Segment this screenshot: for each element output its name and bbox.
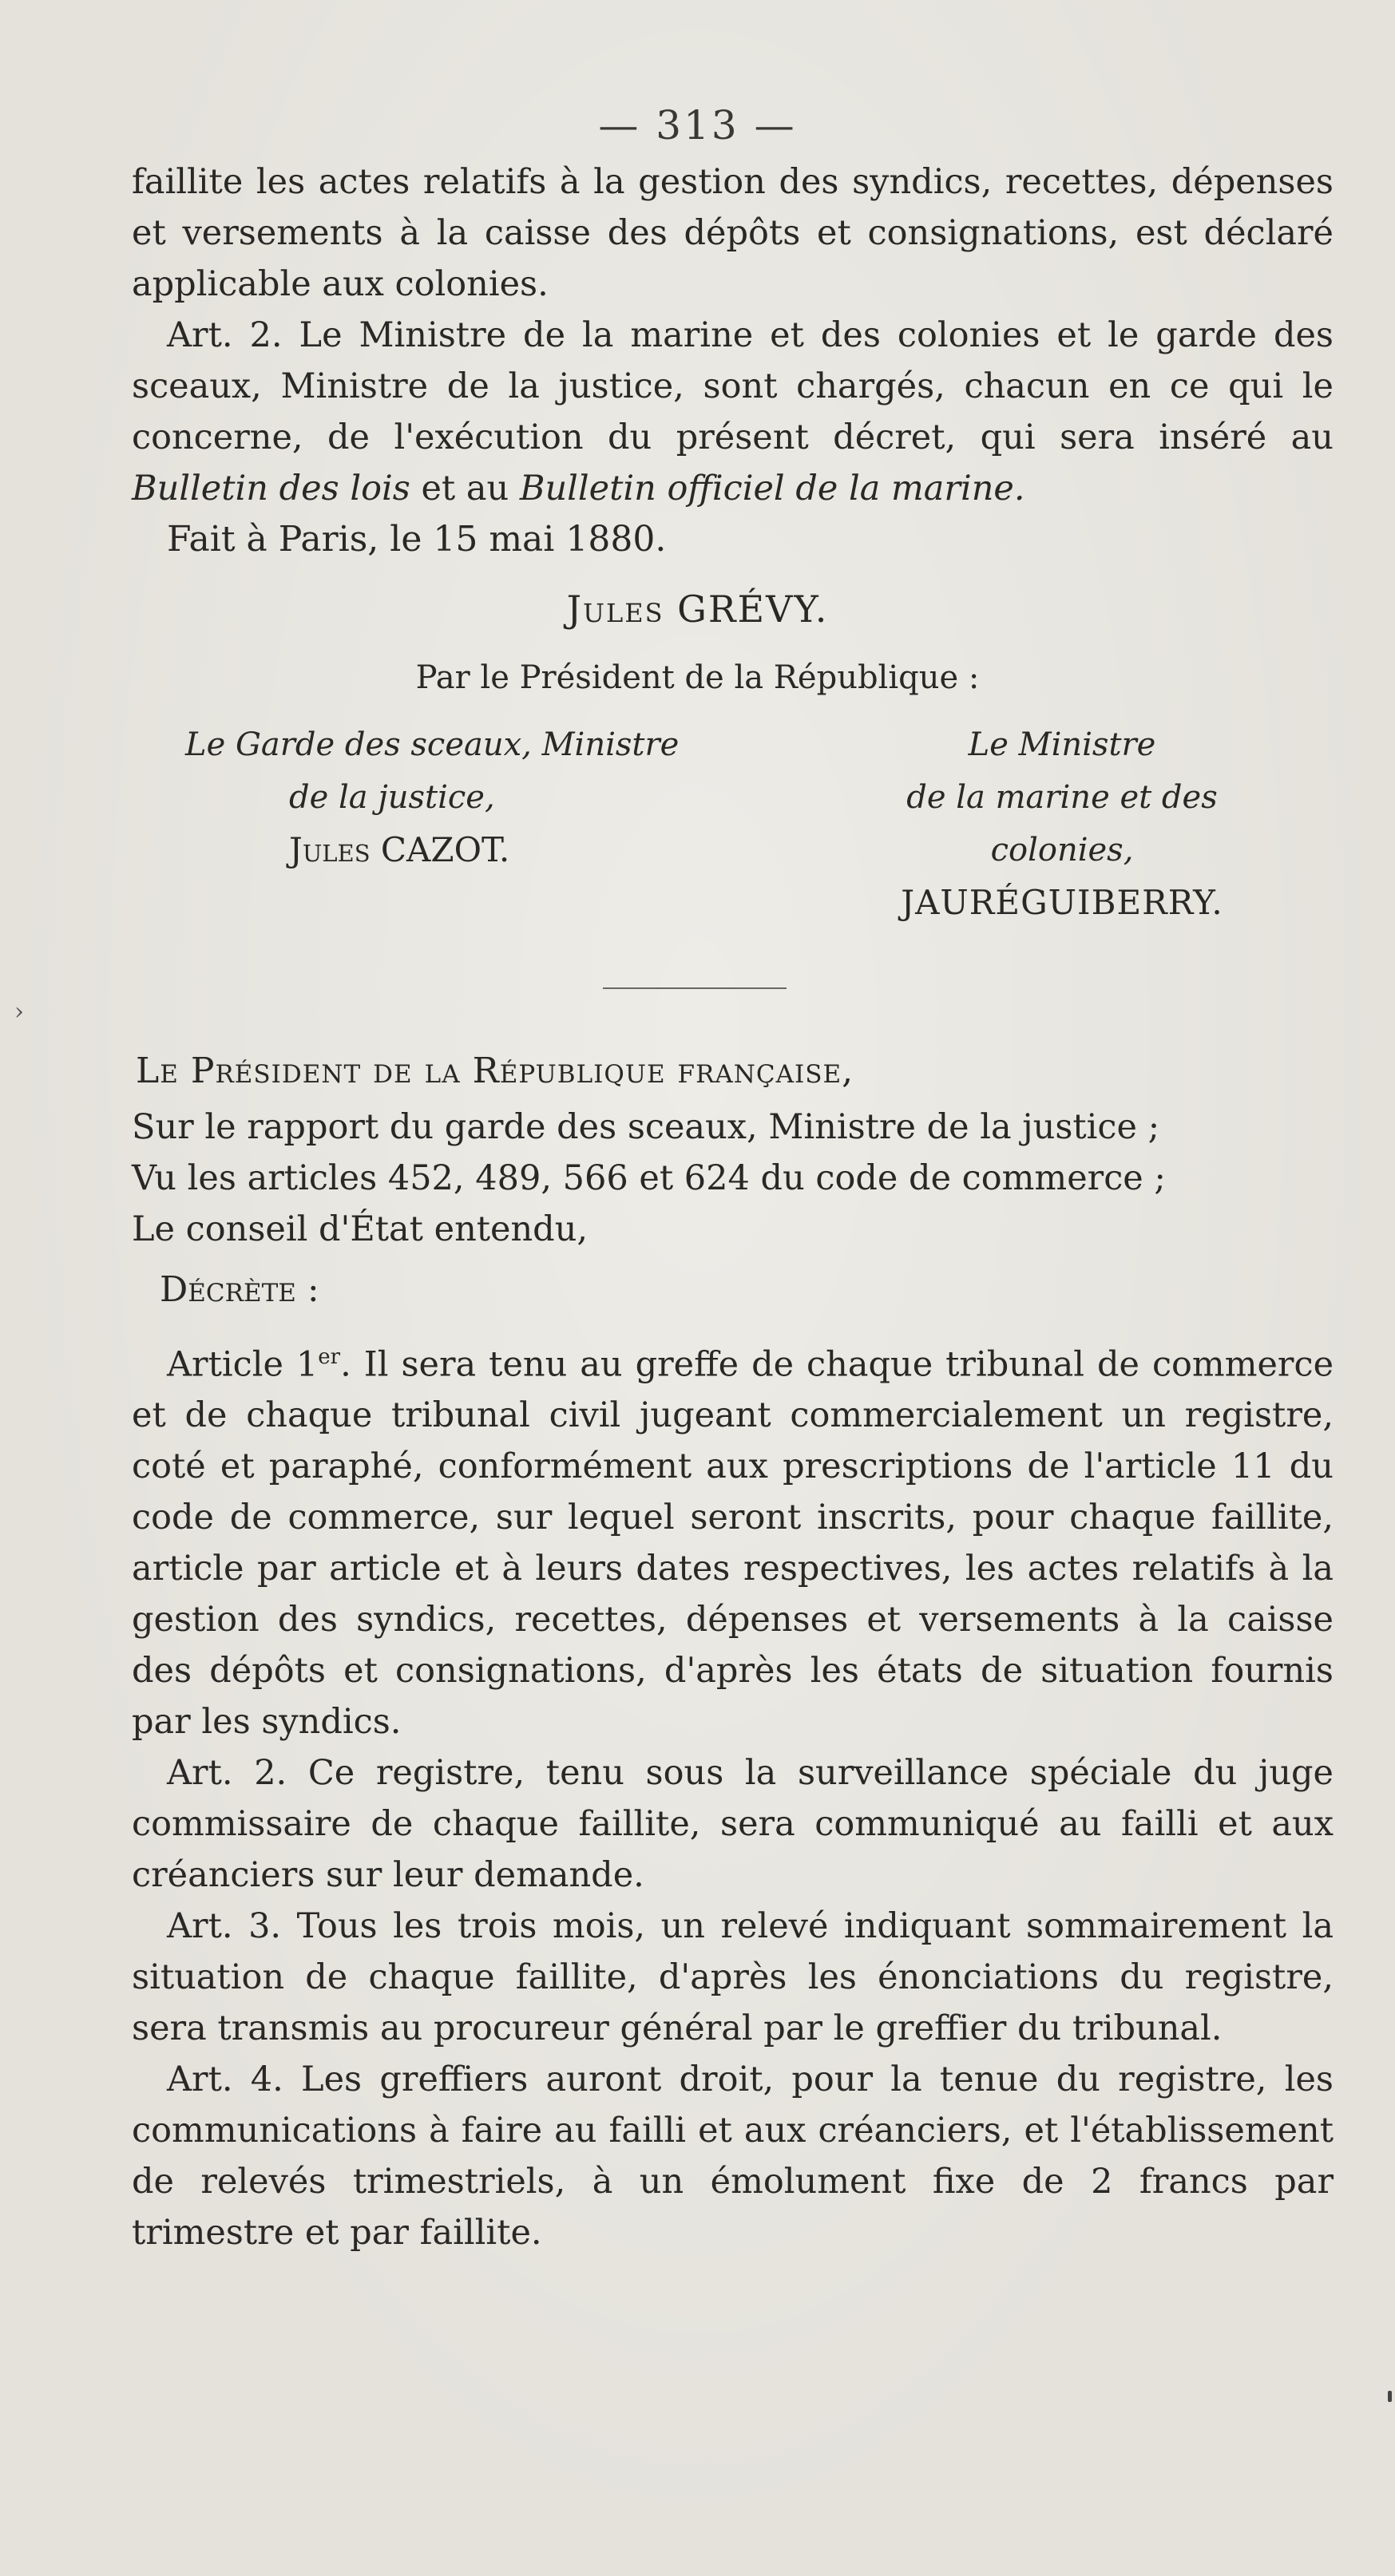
left-name: Jules CAZOT.: [289, 830, 510, 869]
president-signature: [0, 588, 1395, 631]
date-line: Fait à Paris, le 15 mai 1880.: [167, 519, 667, 560]
article-3: Art. 3. Tous les trois mois, un relevé indiquant sommairement la situation de chaque faillite, d'après les énonciations du registre, sera transmis au procureur général par le greffier du tribunal.: [132, 1906, 1334, 2049]
article-2-text: Art. 2. Le Ministre de la marine et des colonies et le garde des sceaux, Ministre de la justice, sont chargés, chacun en ce qui le concerne, de l'exécution du présent décret, qui sera inséré au: [132, 315, 1334, 457]
article-2-conjunction: et au: [410, 469, 520, 508]
decree-decrete: Décrète :: [160, 1269, 319, 1310]
decree-line-conseil: Le conseil d'État entendu,: [132, 1209, 589, 1249]
section-separator: [603, 987, 787, 989]
article-2-execution: [132, 310, 1334, 514]
right-signatory: [838, 718, 1286, 929]
page-number: — 313 —: [598, 102, 797, 148]
decree-articles: [132, 1332, 1334, 2258]
margin-mark: ›: [14, 998, 24, 1026]
right-title-1: Le Ministre: [968, 726, 1156, 763]
left-signatory: [185, 718, 679, 876]
article-1-label: Article 1: [167, 1344, 319, 1385]
margin-dot: [1388, 2391, 1392, 2402]
decree-heading: Le Président de la République française,: [136, 1051, 854, 1091]
intro-paragraph: faillite les actes relatifs à la gestion des syndics, recettes, dépenses et versements à la caisse des dépôts et consignations, est déclaré applicable aux colonies.: [132, 162, 1334, 304]
right-name: JAURÉGUIBERRY.: [901, 883, 1223, 922]
left-title-2: de la justice,: [289, 779, 495, 816]
decree-line-articles: Vu les articles 452, 489, 566 et 624 du code de commerce ;: [132, 1158, 1166, 1198]
bulletin-des-lois: Bulletin des lois: [132, 469, 410, 508]
previous-decree-end: [132, 156, 1334, 565]
article-2: Art. 2. Ce registre, tenu sous la surveillance spéciale du juge commissaire de chaque faillite, sera communiqué au failli et aux créanciers sur leur demande.: [132, 1753, 1334, 1896]
president-name: Jules GRÉVY.: [566, 588, 829, 631]
left-title-1: Le Garde des sceaux, Ministre: [185, 726, 680, 763]
decree-line-report: Sur le rapport du garde des sceaux, Ministre de la justice ;: [132, 1107, 1160, 1147]
article-1: [132, 1332, 1334, 1747]
article-4: Art. 4. Les greffiers auront droit, pour la tenue du registre, les communications à faire au failli et aux créanciers, et l'établissement de relevés trimestriels, à un émolument fixe de 2 francs par trimestre et par faillite.: [132, 2060, 1334, 2254]
article-1-sup: er: [318, 1345, 341, 1369]
right-title-2: de la marine et des colonies,: [906, 779, 1218, 869]
bulletin-officiel-marine: Bulletin officiel de la marine.: [519, 469, 1025, 508]
article-1-text: . Il sera tenu au greffe de chaque tribunal de commerce et de chaque tribunal civil jugeant commercialement un registre, coté et paraphé, conformément aux prescriptions de l'article 11 du code de commerce, sur lequel seront inscrits, pour chaque faillite, article par article et à leurs dates respectives, les actes relatifs à la gestion des syndics, recettes, dépenses et versements à la caisse des dépôts et consignations, d'après les états de situation fournis par les syndics.: [132, 1344, 1334, 1743]
signature-caption: Par le Président de la République :: [415, 659, 980, 696]
